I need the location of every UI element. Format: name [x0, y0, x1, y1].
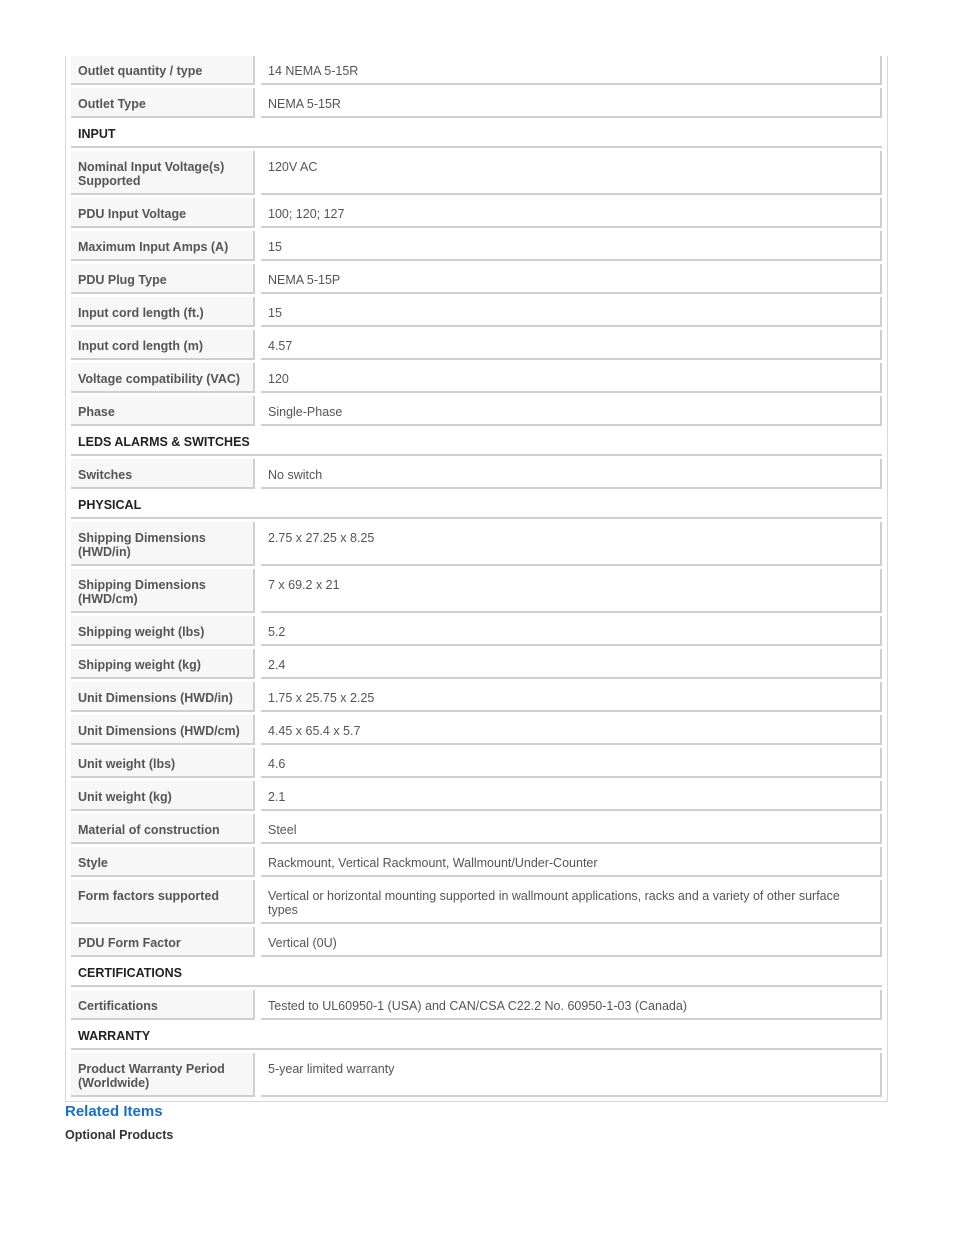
- spec-label: Input cord length (m): [71, 330, 255, 360]
- spec-row: [71, 522, 882, 566]
- optional-products-heading: Optional Products: [65, 1128, 174, 1142]
- spec-row: [71, 847, 882, 877]
- spec-row: [71, 880, 882, 924]
- spec-label: Shipping weight (lbs): [71, 616, 255, 646]
- spec-label: Unit Dimensions (HWD/in): [71, 682, 255, 712]
- spec-value: 7 x 69.2 x 21: [261, 569, 882, 613]
- spec-row: [71, 990, 882, 1020]
- spec-table: [65, 56, 888, 1102]
- spec-row: [71, 396, 882, 426]
- spec-value: 5-year limited warranty: [261, 1053, 882, 1097]
- spec-row: [71, 927, 882, 957]
- spec-row: [71, 297, 882, 327]
- spec-label: Maximum Input Amps (A): [71, 231, 255, 261]
- spec-row: [71, 151, 882, 195]
- spec-row: [71, 363, 882, 393]
- spec-row: [71, 616, 882, 646]
- spec-row: [71, 264, 882, 294]
- spec-value: NEMA 5-15R: [261, 88, 882, 118]
- spec-label: Voltage compatibility (VAC): [71, 363, 255, 393]
- section-header: LEDS ALARMS & SWITCHES: [71, 429, 882, 456]
- spec-value: 4.57: [261, 330, 882, 360]
- spec-row: [71, 781, 882, 811]
- spec-label: Shipping weight (kg): [71, 649, 255, 679]
- spec-value: 120: [261, 363, 882, 393]
- spec-label: Switches: [71, 459, 255, 489]
- spec-row: [71, 88, 882, 118]
- spec-value: Vertical (0U): [261, 927, 882, 957]
- spec-value: NEMA 5-15P: [261, 264, 882, 294]
- spec-label: Outlet Type: [71, 88, 255, 118]
- section-header: CERTIFICATIONS: [71, 960, 882, 987]
- spec-value: 1.75 x 25.75 x 2.25: [261, 682, 882, 712]
- spec-value: 4.6: [261, 748, 882, 778]
- spec-value: 100; 120; 127: [261, 198, 882, 228]
- spec-value: No switch: [261, 459, 882, 489]
- section-header: PHYSICAL: [71, 492, 882, 519]
- spec-row: [71, 56, 882, 85]
- spec-value: 15: [261, 231, 882, 261]
- spec-value: 5.2: [261, 616, 882, 646]
- spec-value: Tested to UL60950-1 (USA) and CAN/CSA C22.2 No. 60950-1-03 (Canada): [261, 990, 882, 1020]
- spec-row: [71, 231, 882, 261]
- spec-label: PDU Input Voltage: [71, 198, 255, 228]
- spec-label: Material of construction: [71, 814, 255, 844]
- spec-label: Unit Dimensions (HWD/cm): [71, 715, 255, 745]
- spec-label: Input cord length (ft.): [71, 297, 255, 327]
- spec-value: 2.75 x 27.25 x 8.25: [261, 522, 882, 566]
- spec-label: Certifications: [71, 990, 255, 1020]
- spec-label: Unit weight (kg): [71, 781, 255, 811]
- spec-value: 2.1: [261, 781, 882, 811]
- spec-row: [71, 748, 882, 778]
- spec-value: 15: [261, 297, 882, 327]
- spec-row: [71, 682, 882, 712]
- spec-label: PDU Plug Type: [71, 264, 255, 294]
- spec-value: Steel: [261, 814, 882, 844]
- spec-row: [71, 649, 882, 679]
- spec-value: Rackmount, Vertical Rackmount, Wallmount/Under-Counter: [261, 847, 882, 877]
- spec-value: Vertical or horizontal mounting supported in wallmount applications, racks and a variety of other surface types: [261, 880, 882, 924]
- spec-row: [71, 569, 882, 613]
- spec-value: 14 NEMA 5-15R: [261, 56, 882, 85]
- section-header: INPUT: [71, 121, 882, 148]
- spec-label: Nominal Input Voltage(s) Supported: [71, 151, 255, 195]
- spec-label: Shipping Dimensions (HWD/cm): [71, 569, 255, 613]
- spec-label: Style: [71, 847, 255, 877]
- spec-label: Product Warranty Period (Worldwide): [71, 1053, 255, 1097]
- related-items-heading: Related Items: [65, 1103, 163, 1120]
- spec-value: 120V AC: [261, 151, 882, 195]
- spec-row: [71, 459, 882, 489]
- spec-label: Shipping Dimensions (HWD/in): [71, 522, 255, 566]
- spec-row: [71, 1053, 882, 1097]
- spec-label: Outlet quantity / type: [71, 56, 255, 85]
- spec-row: [71, 198, 882, 228]
- spec-value: 4.45 x 65.4 x 5.7: [261, 715, 882, 745]
- spec-value: 2.4: [261, 649, 882, 679]
- spec-label: Form factors supported: [71, 880, 255, 924]
- spec-value: Single-Phase: [261, 396, 882, 426]
- spec-row: [71, 715, 882, 745]
- spec-row: [71, 330, 882, 360]
- spec-label: Unit weight (lbs): [71, 748, 255, 778]
- spec-label: Phase: [71, 396, 255, 426]
- spec-label: PDU Form Factor: [71, 927, 255, 957]
- spec-row: [71, 814, 882, 844]
- section-header: WARRANTY: [71, 1023, 882, 1050]
